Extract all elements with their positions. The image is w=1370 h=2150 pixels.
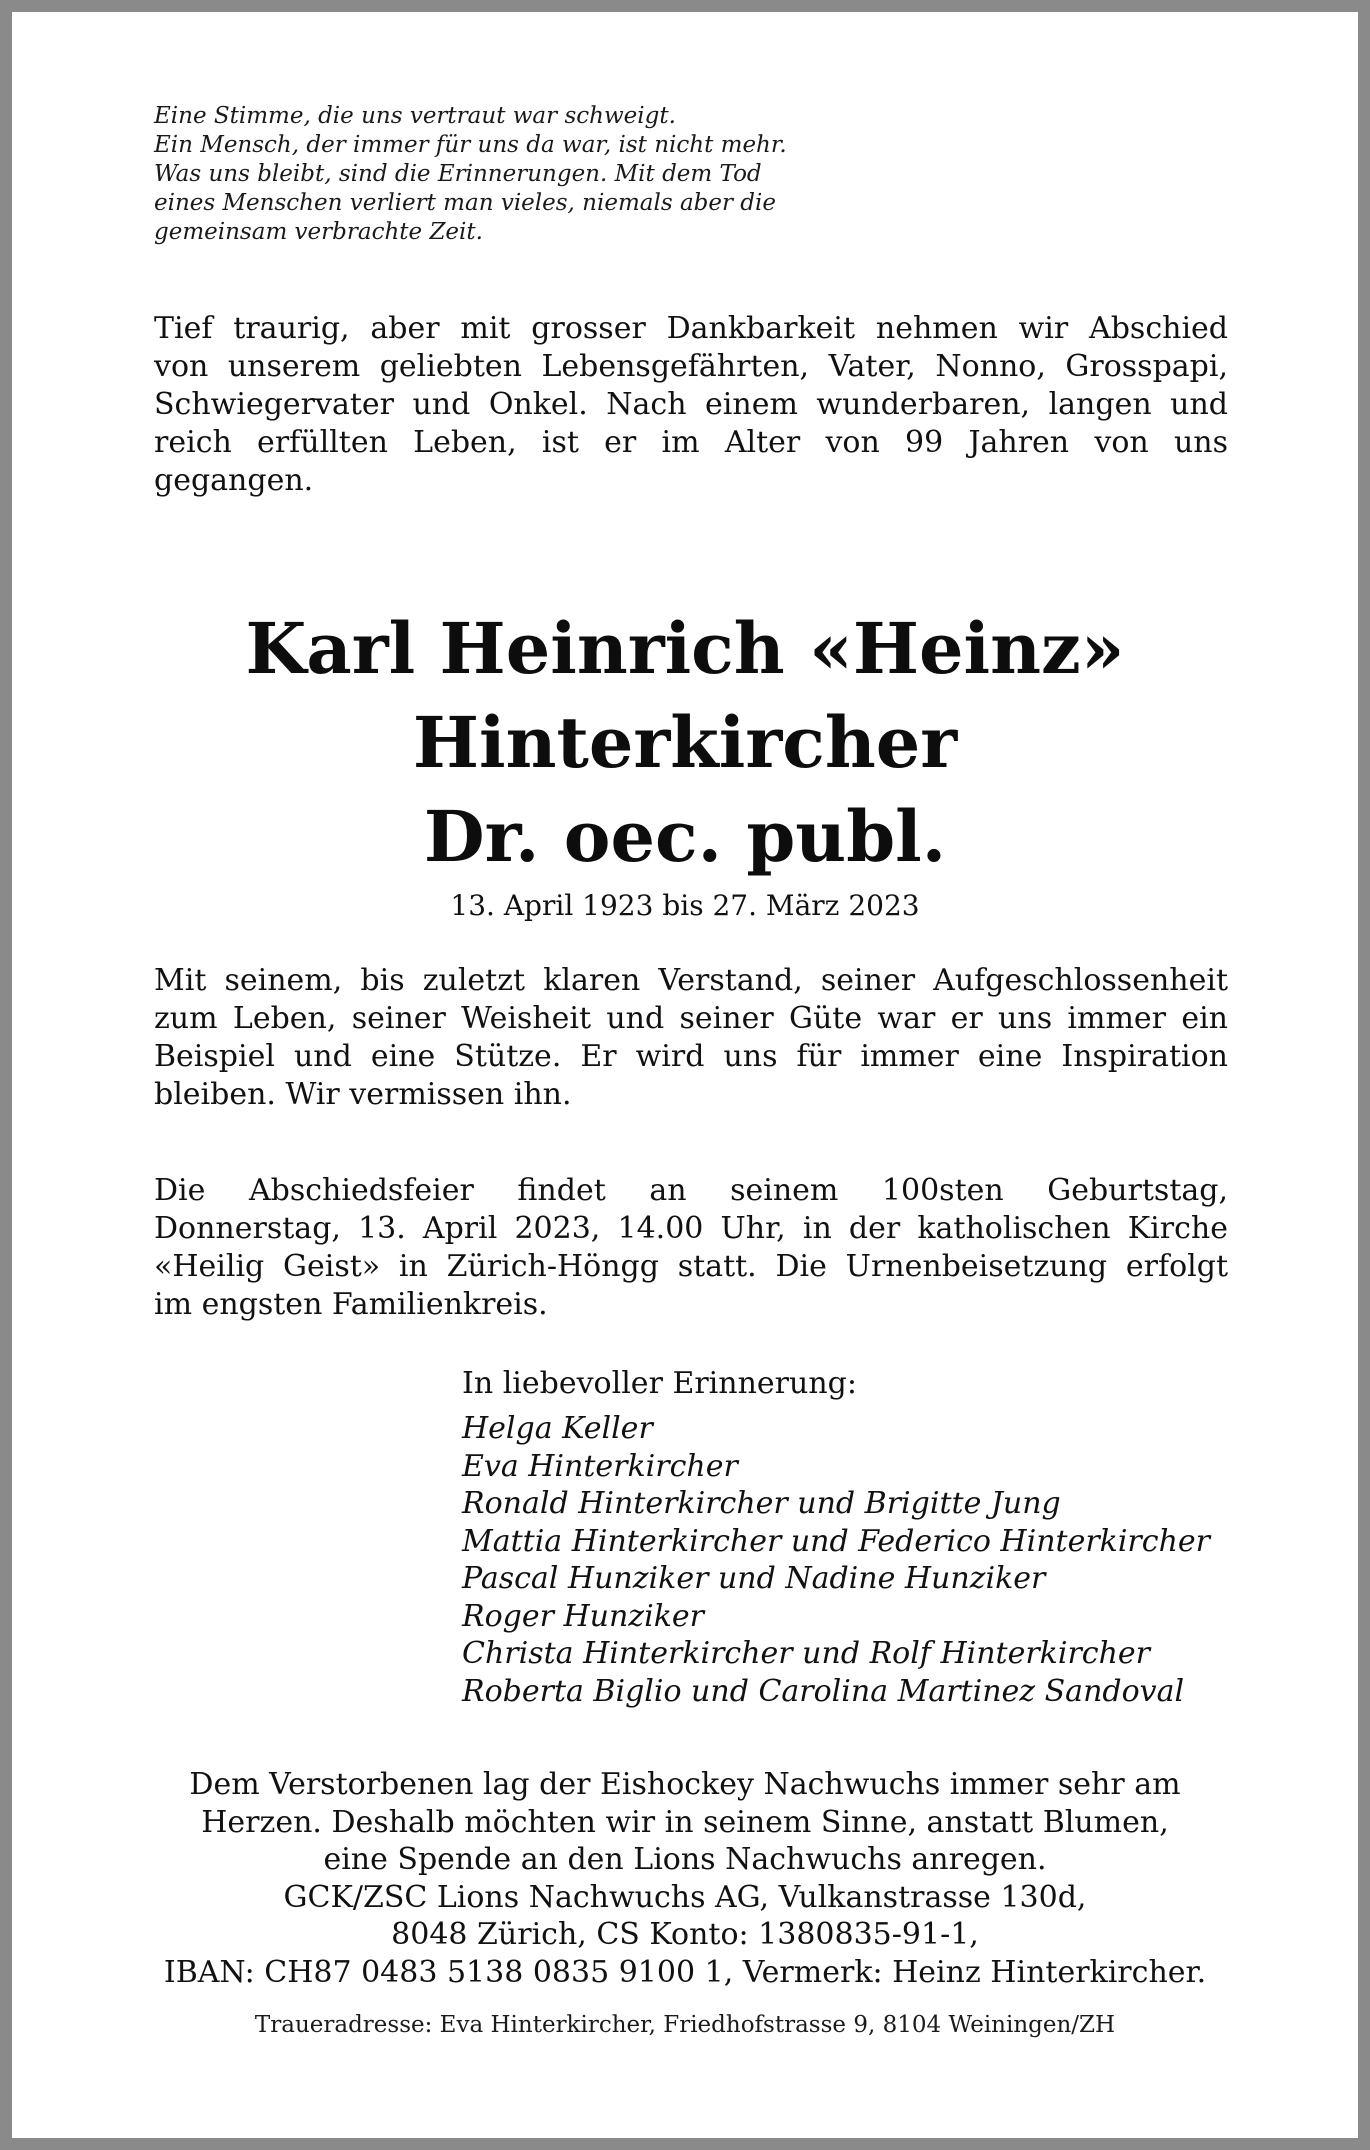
- mourning-address: Traueradresse: Eva Hinterkircher, Friedhofstrasse 9, 8104 Weiningen/ZH: [254, 2012, 1116, 2038]
- tribute-line: Mit seinem, bis zuletzt klaren Verstand, seiner Aufgeschlossenheit: [154, 963, 1228, 998]
- ceremony-line: Donnerstag, 13. April 2023, 14.00 Uhr, in der katholischen Kirche: [154, 1211, 1228, 1246]
- mourners-list: [462, 1364, 1262, 1710]
- mourner-name: Eva Hinterkircher: [462, 1448, 738, 1484]
- motto-line: gemeinsam verbrachte Zeit.: [154, 219, 483, 245]
- motto-line: Ein Mensch, der immer für uns da war, ist nicht mehr.: [154, 132, 787, 158]
- ceremony-paragraph: [154, 1172, 1228, 1324]
- intro-line: von unserem geliebten Lebensgefährten, Vater, Nonno, Grosspapi,: [154, 349, 1228, 384]
- intro-line: gegangen.: [154, 463, 314, 498]
- tribute-line: bleiben. Wir vermissen ihn.: [154, 1077, 572, 1112]
- tribute-line: zum Leben, seiner Weisheit und seiner Güte war er uns immer ein: [154, 1001, 1228, 1036]
- motto-line: Eine Stimme, die uns vertraut war schweigt.: [154, 103, 676, 129]
- donation-line: IBAN: CH87 0483 5138 0835 9100 1, Vermerk: Heinz Hinterkircher.: [163, 1954, 1207, 1990]
- mourners-heading: In liebevoller Erinnerung:: [462, 1366, 857, 1401]
- intro-line: Tief traurig, aber mit grosser Dankbarkeit nehmen wir Abschied: [154, 311, 1228, 346]
- motto-line: Was uns bleibt, sind die Erinnerungen. Mit dem Tod: [154, 161, 762, 187]
- mourner-name: Roger Hunziker: [462, 1598, 704, 1634]
- deceased-name-last: Hinterkircher: [412, 701, 958, 784]
- mourner-name: Ronald Hinterkircher und Brigitte Jung: [462, 1486, 1061, 1521]
- deceased-name-block: [12, 602, 1358, 926]
- intro-line: reich erfüllten Leben, ist er im Alter von 99 Jahren von uns: [154, 425, 1228, 460]
- donation-line: Herzen. Deshalb möchten wir in seinem Sinne, anstatt Blumen,: [201, 1804, 1169, 1840]
- ceremony-line: «Heilig Geist» in Zürich-Höngg statt. Die Urnenbeisetzung erfolgt: [154, 1249, 1228, 1284]
- mourner-name: Mattia Hinterkircher und Federico Hinterkircher: [462, 1523, 1210, 1559]
- donation-line: Dem Verstorbenen lag der Eishockey Nachwuchs immer sehr am: [189, 1767, 1181, 1802]
- donation-line: 8048 Zürich, CS Konto: 1380835-91-1,: [391, 1917, 979, 1952]
- tribute-line: Beispiel und eine Stütze. Er wird uns für immer eine Inspiration: [154, 1039, 1228, 1074]
- donation-line: eine Spende an den Lions Nachwuchs anregen.: [323, 1842, 1047, 1877]
- donation-line: GCK/ZSC Lions Nachwuchs AG, Vulkanstrasse 130d,: [283, 1879, 1087, 1915]
- mourner-name: Pascal Hunziker und Nadine Hunziker: [462, 1561, 1046, 1596]
- motto-verse: [154, 102, 854, 247]
- donation-notice: [12, 1766, 1358, 1991]
- tribute-paragraph: [154, 962, 1228, 1114]
- deceased-title: Dr. oec. publ.: [423, 795, 947, 878]
- ceremony-line: im engsten Familienkreis.: [154, 1287, 548, 1322]
- deceased-name-first: Karl Heinrich «Heinz»: [245, 607, 1125, 690]
- obituary-page: [12, 12, 1358, 2138]
- intro-line: Schwiegervater und Onkel. Nach einem wunderbaren, langen und: [154, 387, 1228, 422]
- mourner-name: Roberta Biglio und Carolina Martinez Sandoval: [462, 1673, 1185, 1709]
- ceremony-line: Die Abschiedsfeier findet an seinem 100sten Geburtstag,: [154, 1173, 1228, 1208]
- motto-line: eines Menschen verliert man vieles, niemals aber die: [154, 190, 776, 216]
- mourner-name: Christa Hinterkircher und Rolf Hinterkircher: [462, 1636, 1151, 1671]
- life-dates: 13. April 1923 bis 27. März 2023: [450, 889, 920, 922]
- mourner-name: Helga Keller: [462, 1411, 653, 1446]
- intro-paragraph: [154, 310, 1228, 500]
